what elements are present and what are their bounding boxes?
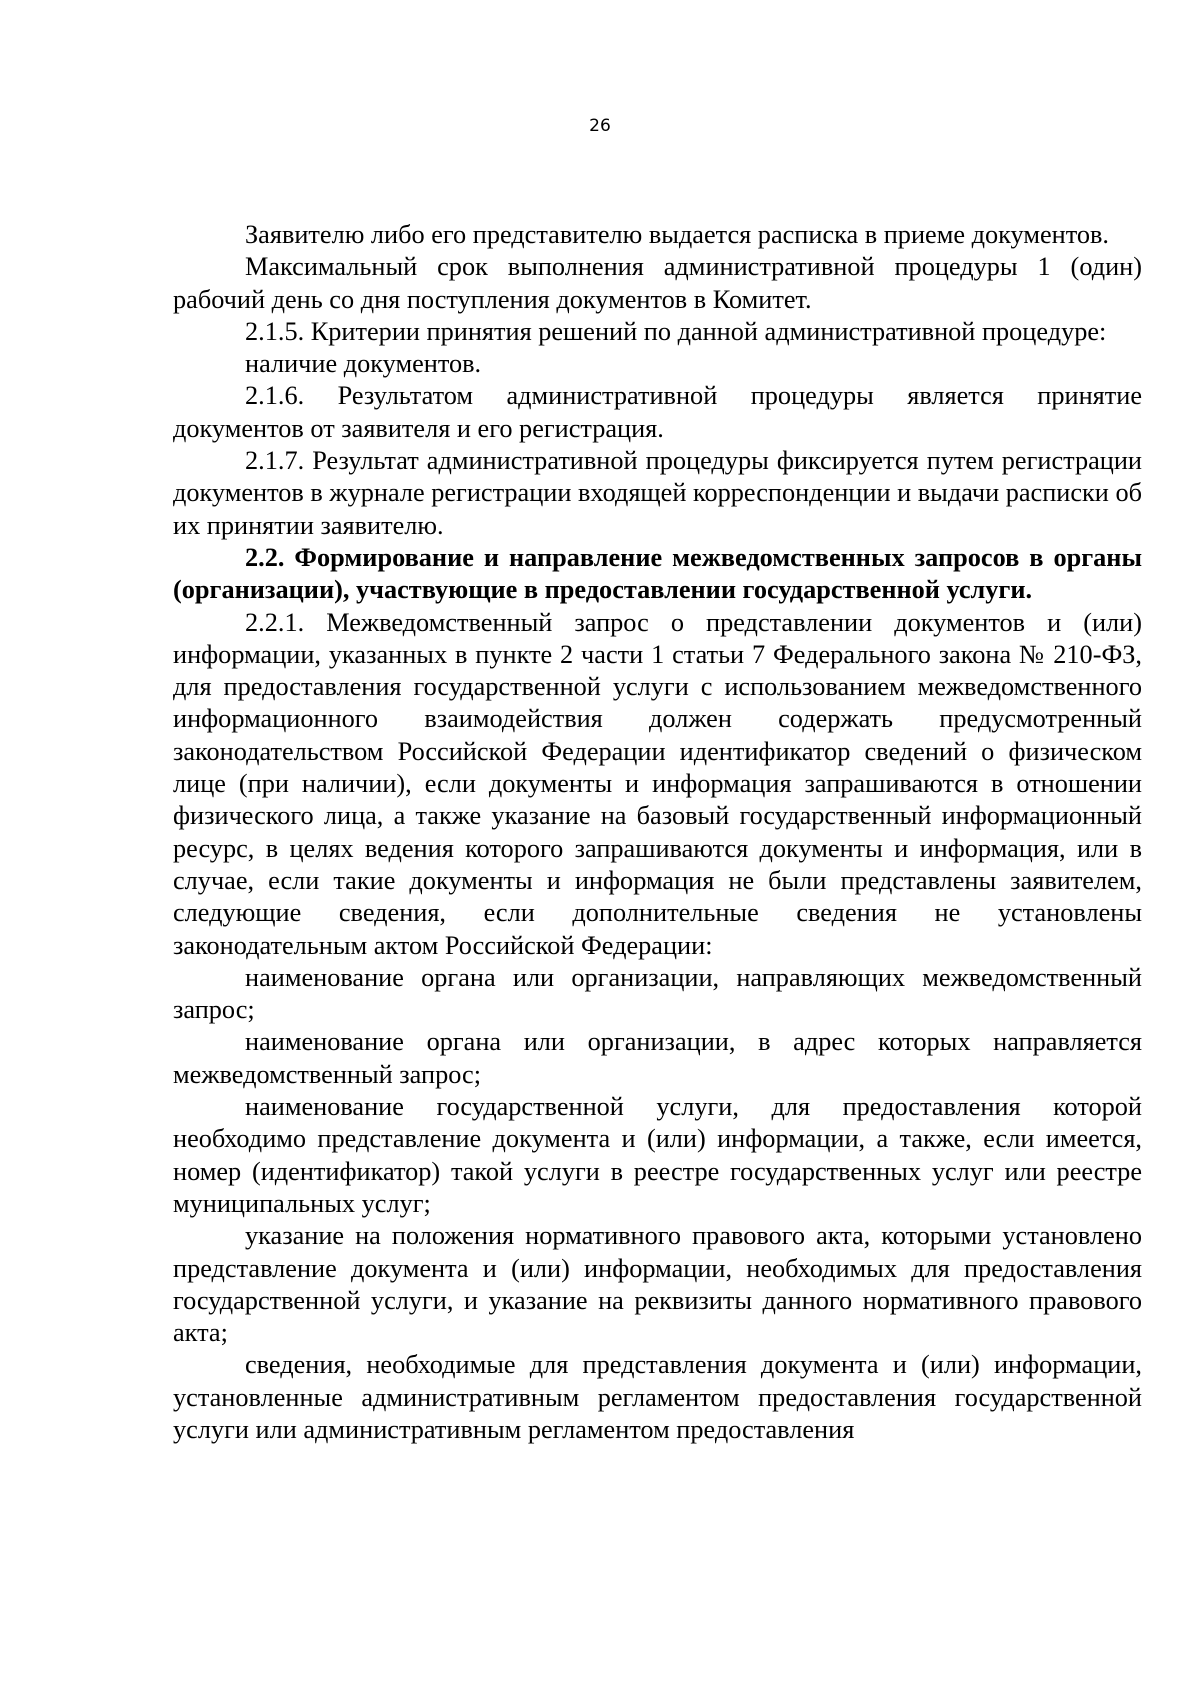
- paragraph-documents-present: наличие документов.: [245, 349, 482, 379]
- document-body: [173, 219, 1142, 1446]
- paragraph-required-info: сведения, необходимые для представления документа и (или) информации, установленные административным регламентом предоставления государственной услуги или административным регламентом предоставления: [173, 1350, 1142, 1444]
- paragraph-receipt: Заявителю либо его представителю выдается расписка в приеме документов.: [245, 220, 1109, 249]
- paragraph-addressee-body: наименование органа или организации, в адрес которых направляется межведомственный запрос;: [173, 1027, 1142, 1089]
- section-heading-2-2: 2.2. Формирование и направление межведомственных запросов в органы (организации), участвующие в предоставлении государственной услуги.: [173, 542, 1142, 605]
- paragraph-legal-act: указание на положения нормативного правового акта, которыми установлено представление документа и (или) информации, необходимых для предоставления государственной услуги, и указание на реквизиты данного нормативного правового акта;: [173, 1221, 1142, 1348]
- paragraph-2-2-1: 2.2.1. Межведомственный запрос о представлении документов и (или) информации, указанных в пункте 2 части 1 статьи 7 Федерального закона № 210-ФЗ, для предоставления государственной услуги с использованием межведомственного информационного взаимодействия должен содержать предусмотренный законодательством Российской Федерации идентификатор сведений о физическом лице (при наличии), если документы и информация запрашиваются в отношении физического лица, а также указание на базовый государственный информационный ресурс, в целях ведения которого запрашиваются документы и информация, или в случае, если такие документы и информация не были представлены заявителем, следующие сведения, если дополнительные сведения не установлены законодательным актом Российской Федерации:: [173, 607, 1142, 960]
- page-number: 26: [589, 116, 611, 136]
- paragraph-service-name: наименование государственной услуги, для предоставления которой необходимо представление документа и (или) информации, а также, если имеется, номер (идентификатор) такой услуги в реестре государственных услуг или реестре муниципальных услуг;: [173, 1092, 1142, 1218]
- paragraph-2-1-6: 2.1.6. Результатом административной процедуры является принятие документов от заявителя и его регистрация.: [173, 381, 1142, 443]
- paragraph-2-1-7: 2.1.7. Результат административной процедуры фиксируется путем регистрации документов в журнале регистрации входящей корреспонденции и выдачи расписки об их принятии заявителю.: [173, 446, 1142, 540]
- paragraph-2-1-5: 2.1.5. Критерии принятия решений по данной административной процедуре:: [245, 316, 1107, 346]
- paragraph-requesting-body: наименование органа или организации, направляющих межведомственный запрос;: [173, 962, 1142, 1025]
- paragraph-max-term: Максимальный срок выполнения административной процедуры 1 (один) рабочий день со дня поступления документов в Комитет.: [173, 252, 1142, 314]
